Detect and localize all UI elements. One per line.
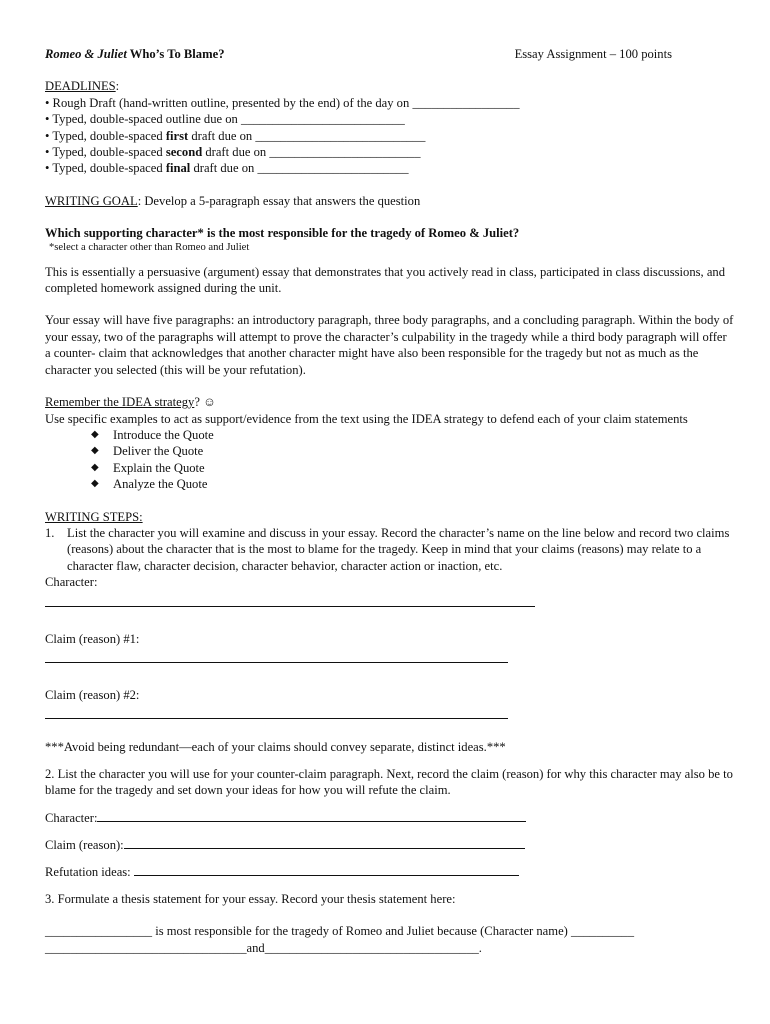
step-number: 1.: [45, 525, 55, 540]
refutation-row: [45, 863, 735, 880]
refutation-label: Refutation ideas:: [45, 865, 134, 880]
character-line[interactable]: [45, 591, 535, 607]
claim1-label: Claim (reason) #1:: [45, 631, 140, 646]
character-label: Character:: [45, 575, 98, 590]
deadline-post: draft due on: [188, 128, 256, 143]
deadline-item: [45, 144, 735, 160]
deadline-post: draft due on: [202, 145, 270, 160]
counter-claim-line[interactable]: [124, 836, 525, 849]
idea-text: Use specific examples to act as support/evidence from the text using the IDEA strategy to defend each of your claim statements: [45, 411, 688, 426]
claim2-line[interactable]: [45, 703, 508, 719]
deadline-bold: final: [165, 161, 191, 176]
step-3-text: 3. Formulate a thesis statement for your essay. Record your thesis statement here:: [45, 891, 456, 906]
deadline-text: • Typed, double-spaced outline due on: [45, 112, 242, 127]
deadline-text: • Typed, double-spaced: [45, 145, 166, 160]
claim2-label: Claim (reason) #2:: [45, 687, 140, 702]
claim1-line[interactable]: [45, 647, 508, 663]
thesis-and: and: [246, 940, 265, 955]
counter-character-line[interactable]: [97, 809, 526, 822]
counter-character-label: Character:: [45, 810, 98, 825]
deadline-bold: second: [165, 145, 203, 160]
header-row: [45, 46, 735, 62]
deadline-blank[interactable]: _________________: [412, 95, 520, 110]
structure-paragraph: Your essay will have five paragraphs: an introductory paragraph, three body paragraphs, and a concluding paragraph. Within the body of your essay, two of the paragraphs will attempt to prove the character’s culpability in the tragedy while a third body paragraph will offer a counter- claim that acknowledges that another character might have also been responsible for the tragedy but not as much as the character you selected (this will be your refutation).: [45, 313, 734, 377]
thesis-blank[interactable]: ________________________________: [45, 940, 247, 955]
list-item: ◆ Analyze the Quote: [91, 476, 735, 492]
idea-heading-text: Remember the IDEA strategy: [45, 395, 195, 410]
document-page: [45, 46, 735, 956]
title-italic: Romeo & Juliet: [45, 47, 127, 61]
thesis-line-1: [45, 923, 735, 939]
deadline-text: • Typed, double-spaced: [45, 161, 166, 176]
list-item: ◆ Explain the Quote: [91, 460, 735, 476]
essay-question: Which supporting character* is the most responsible for the tragedy of Romeo & Juliet?: [45, 226, 520, 241]
step-1: [45, 525, 735, 574]
writing-steps-heading: WRITING STEPS:: [45, 509, 143, 524]
counter-claim-row: [45, 836, 735, 853]
thesis-line-2: [45, 940, 735, 956]
title-rest: Who’s To Blame?: [126, 47, 225, 61]
writing-goal-text: : Develop a 5-paragraph essay that answers the question: [137, 193, 421, 208]
document-title: [45, 46, 225, 62]
deadline-bold: first: [165, 128, 189, 143]
deadlines-section: [45, 78, 735, 176]
counter-character-row: [45, 809, 735, 826]
deadline-text: • Rough Draft (hand-written outline, presented by the end) of the day on: [45, 95, 413, 110]
list-item: ◆ Introduce the Quote: [91, 427, 735, 443]
deadlines-heading: [45, 78, 735, 94]
deadlines-colon: :: [115, 79, 120, 94]
writing-goal-label: WRITING GOAL: [45, 193, 138, 208]
idea-list: [45, 427, 735, 493]
step-2-text: 2. List the character you will use for your counter-claim paragraph. Next, record the claim (reason) for why this character may also be to blame for the tragedy and set down your ideas for how you will refute the claim.: [45, 766, 733, 798]
idea-heading-suffix: ? ☺: [194, 395, 216, 410]
idea-heading: [45, 394, 735, 410]
list-item: ◆ Deliver the Quote: [91, 443, 735, 459]
deadline-item: [45, 128, 735, 144]
idea-section: [45, 394, 735, 492]
step-text: List the character you will examine and discuss in your essay. Record the character’s name on the line below and record two claims (reasons) about the character that is the most to blame for the tragedy. Keep in mind that your claims (reasons) may relate to a character flaw, character decision, character behavior, character action or inaction, etc.: [67, 525, 730, 573]
assignment-points: Essay Assignment – 100 points: [514, 47, 672, 61]
deadlines-heading-text: DEADLINES: [45, 79, 116, 94]
thesis-blank[interactable]: __________________________________: [264, 940, 479, 955]
deadline-item: [45, 160, 735, 176]
deadline-blank[interactable]: ________________________: [269, 145, 421, 160]
thesis-period: .: [478, 940, 482, 955]
deadline-blank[interactable]: ________________________: [257, 161, 409, 176]
thesis-blank[interactable]: __________: [571, 924, 634, 939]
avoid-note: ***Avoid being redundant—each of your claims should convey separate, distinct ideas.***: [45, 740, 506, 755]
refutation-line[interactable]: [134, 863, 519, 876]
deadline-item: [45, 95, 735, 111]
writing-steps-section: [45, 509, 735, 957]
writing-goal: [45, 193, 735, 209]
deadline-blank[interactable]: __________________________: [241, 112, 405, 127]
intro-paragraph: This is essentially a persuasive (argument) essay that demonstrates that you actively read in class, participated in class discussions, and completed homework assigned during the unit.: [45, 264, 726, 296]
deadline-item: [45, 111, 735, 127]
question-note: *select a character other than Romeo and Juliet: [49, 241, 250, 253]
deadline-text: • Typed, double-spaced: [45, 128, 166, 143]
thesis-blank[interactable]: _________________: [45, 924, 153, 939]
deadline-post: draft due on: [190, 161, 258, 176]
thesis-text: is most responsible for the tragedy of Romeo and Juliet because (Character name): [152, 924, 572, 939]
deadline-blank[interactable]: ___________________________: [255, 128, 426, 143]
counter-claim-label: Claim (reason):: [45, 838, 124, 852]
